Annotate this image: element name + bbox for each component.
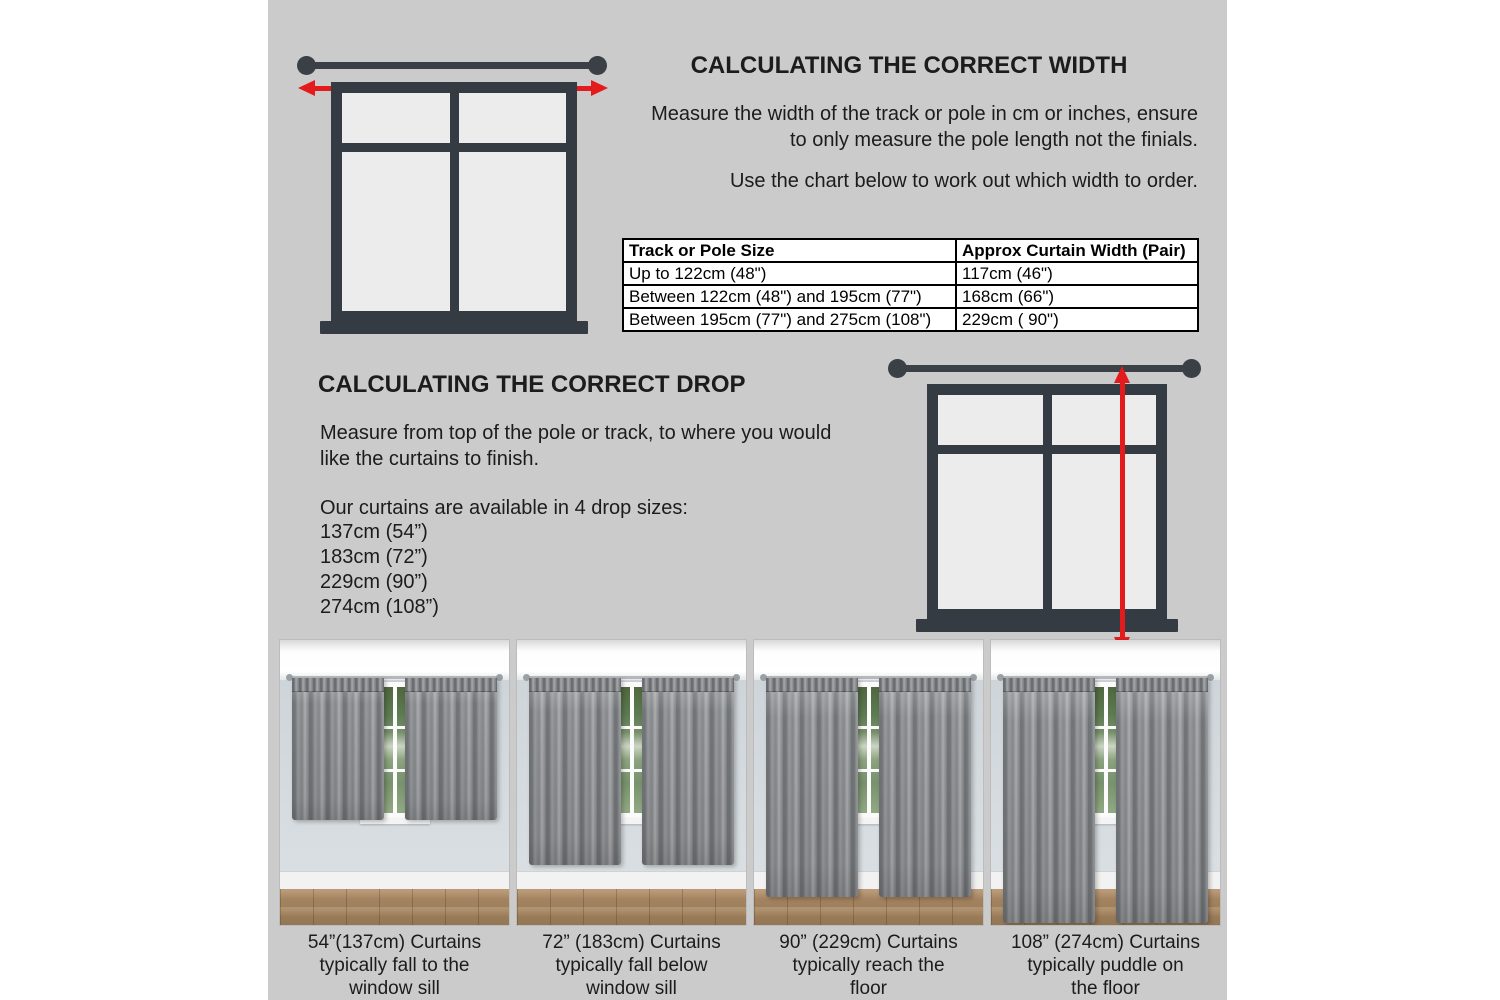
pleat-header — [879, 678, 971, 692]
skirting-board — [517, 871, 746, 891]
table-cell: Up to 122cm (48") — [623, 262, 956, 285]
curtain-panel-right — [879, 678, 971, 897]
figure-caption — [280, 931, 509, 1000]
caption-line: typically fall below — [555, 955, 708, 976]
pole-finial-right-icon — [588, 56, 607, 75]
cornice — [991, 640, 1220, 680]
drop-intro-line-1: Measure from top of the pole or track, to where you would — [320, 422, 832, 444]
pole-finial-right-icon — [1182, 359, 1201, 378]
table-header-row — [623, 239, 1198, 262]
cornice — [517, 640, 746, 680]
window-diagram — [927, 384, 1167, 620]
window-sill-graphic — [916, 619, 1178, 632]
window-diagram — [331, 82, 577, 322]
window-mullion — [393, 682, 397, 818]
table-header-track-size: Track or Pole Size — [623, 239, 956, 262]
curtain-panel-left — [1003, 678, 1095, 923]
window-pane — [1052, 395, 1157, 445]
caption-line: window sill — [349, 978, 440, 999]
caption-line: 54”(137cm) Curtains — [307, 932, 482, 953]
drop-section-title: CALCULATING THE CORRECT DROP — [318, 371, 746, 398]
window-pane — [938, 395, 1043, 445]
drop-intro-line-2: like the curtains to finish. — [320, 448, 539, 470]
wood-floor — [280, 889, 509, 925]
drop-intro-text — [320, 420, 880, 472]
curtain-panel-right — [405, 678, 497, 820]
room-photo — [754, 640, 983, 925]
pleat-header — [1116, 678, 1208, 692]
window-pane — [938, 454, 1043, 609]
table-cell: 168cm (66") — [956, 285, 1198, 308]
skirting-board — [280, 871, 509, 891]
table-cell: 229cm ( 90") — [956, 308, 1198, 331]
cornice — [280, 640, 509, 680]
width-intro-text — [560, 101, 1198, 153]
figure-caption — [754, 931, 983, 1000]
figure-caption — [517, 931, 746, 1000]
table-row — [623, 285, 1198, 308]
drop-size-item: 274cm (108”) — [320, 596, 439, 618]
window-mullion — [630, 682, 634, 818]
wood-floor — [517, 889, 746, 925]
room-photo — [517, 640, 746, 925]
window-pane — [342, 152, 450, 311]
caption-line: 108” (274cm) Curtains — [1010, 932, 1201, 953]
caption-line: 90” (229cm) Curtains — [779, 932, 958, 953]
caption-line: typically puddle on — [1027, 955, 1184, 976]
arrow-bar — [1120, 381, 1125, 639]
drop-sizes-intro: Our curtains are available in 4 drop sizes: — [320, 497, 688, 519]
pole-finial-icon — [733, 674, 740, 681]
window-pane — [342, 93, 450, 143]
pole-finial-icon — [970, 674, 977, 681]
width-intro-line-1: Measure the width of the track or pole in cm or inches, ensure — [651, 103, 1198, 125]
drop-size-item: 183cm (72”) — [320, 546, 428, 568]
table-cell: Between 195cm (77") and 275cm (108") — [623, 308, 956, 331]
window-pane — [459, 93, 567, 143]
window-mullion — [1104, 682, 1108, 818]
pleat-header — [642, 678, 734, 692]
pole-finial-icon — [1207, 674, 1214, 681]
size-chart-table — [622, 238, 1199, 332]
curtain-panel-left — [766, 678, 858, 897]
table-row — [623, 308, 1198, 331]
pole-finial-left-icon — [888, 359, 907, 378]
curtain-panel-right — [1116, 678, 1208, 923]
drop-sizes-list — [320, 520, 880, 620]
window-panes — [342, 93, 566, 311]
caption-line: window sill — [586, 978, 677, 999]
figure-54in — [280, 640, 509, 1000]
table-cell: 117cm (46") — [956, 262, 1198, 285]
curtain-panel-right — [642, 678, 734, 865]
table-row — [623, 262, 1198, 285]
window-sill-graphic — [320, 321, 588, 334]
pole-finial-left-icon — [297, 56, 316, 75]
pleat-header — [405, 678, 497, 692]
curtain-pole-graphic — [307, 62, 597, 69]
pole-finial-icon — [496, 674, 503, 681]
pleat-header — [529, 678, 621, 692]
drop-measure-arrow-icon — [1114, 366, 1131, 654]
figure-90in — [754, 640, 983, 1000]
caption-line: 72” (183cm) Curtains — [542, 932, 721, 953]
width-section-title: CALCULATING THE CORRECT WIDTH — [690, 52, 1128, 79]
arrow-head-right-icon — [591, 80, 608, 96]
pleat-header — [292, 678, 384, 692]
pleat-header — [1003, 678, 1095, 692]
pleat-header — [766, 678, 858, 692]
curtain-pole-graphic — [897, 365, 1191, 372]
curtain-panel-left — [529, 678, 621, 865]
room-photo — [280, 640, 509, 925]
table-cell: Between 122cm (48") and 195cm (77") — [623, 285, 956, 308]
table-header-curtain-width: Approx Curtain Width (Pair) — [956, 239, 1198, 262]
caption-line: typically fall to the — [319, 955, 470, 976]
window-pane — [459, 152, 567, 311]
drop-size-item: 229cm (90”) — [320, 571, 428, 593]
caption-line: typically reach the — [792, 955, 945, 976]
cornice — [754, 640, 983, 680]
chart-note-text: Use the chart below to work out which width to order. — [729, 170, 1198, 192]
caption-line: the floor — [1071, 978, 1140, 999]
room-photo — [991, 640, 1220, 925]
curtain-panel-left — [292, 678, 384, 820]
width-intro-line-2: to only measure the pole length not the finials. — [789, 129, 1198, 151]
figure-108in — [991, 640, 1220, 1000]
drop-size-item: 137cm (54”) — [320, 521, 428, 543]
figure-72in — [517, 640, 746, 1000]
window-pane — [1052, 454, 1157, 609]
caption-line: floor — [850, 978, 887, 999]
window-mullion — [867, 682, 871, 818]
figure-caption — [991, 931, 1220, 1000]
drop-length-examples — [280, 640, 1220, 1000]
